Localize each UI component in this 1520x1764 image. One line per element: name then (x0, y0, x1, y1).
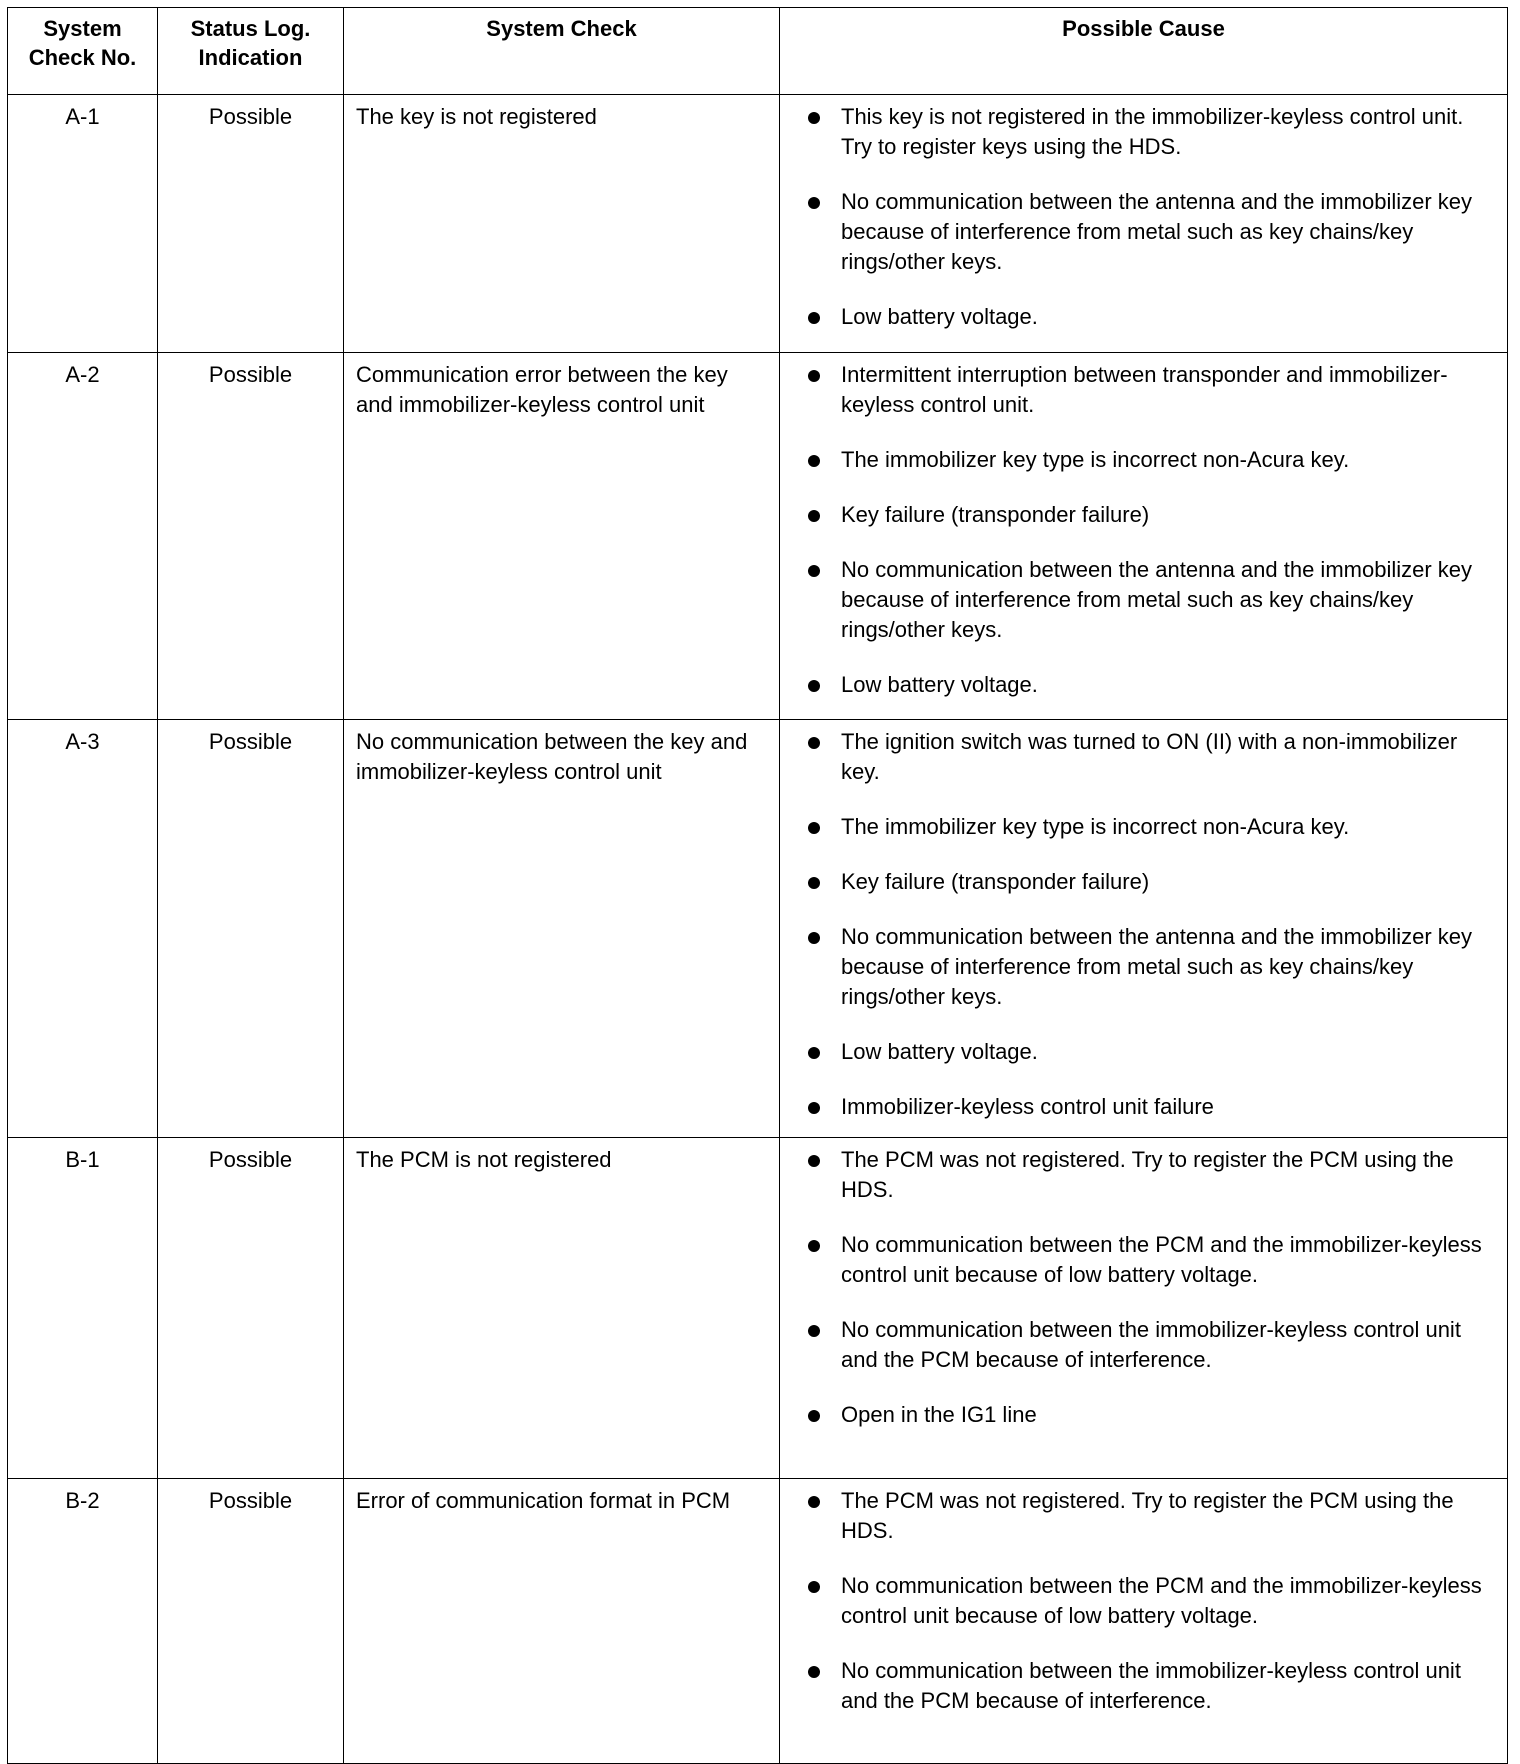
cause-item (808, 360, 1483, 420)
cause-item (808, 187, 1483, 277)
cause-text: This key is not registered in the immobilizer-keyless control unit. Try to register keys using the HDS. (841, 104, 1464, 159)
bullet-icon (808, 197, 820, 209)
cause-text: No communication between the PCM and the immobilizer-keyless control unit because of low battery voltage. (841, 1573, 1482, 1628)
bullet-icon (808, 1325, 820, 1337)
system-check-cell: The key is not registered (344, 95, 780, 353)
bullet-icon (808, 112, 820, 124)
header-system-check-no-line1: System (43, 16, 122, 41)
header-possible-cause: Possible Cause (780, 8, 1508, 95)
cause-text: The immobilizer key type is incorrect non-Acura key. (841, 447, 1350, 472)
header-system-check-no (8, 8, 158, 95)
possible-cause-cell (780, 95, 1508, 353)
possible-cause-cell (780, 720, 1508, 1138)
bullet-icon (808, 370, 820, 382)
bullet-icon (808, 1155, 820, 1167)
cause-list (808, 1486, 1483, 1716)
bullet-icon (808, 455, 820, 467)
cause-item (808, 555, 1483, 645)
cause-text: Low battery voltage. (841, 304, 1038, 329)
cause-list (808, 360, 1483, 700)
cause-text: Open in the IG1 line (841, 1402, 1037, 1427)
cause-item (808, 1230, 1483, 1290)
bullet-icon (808, 565, 820, 577)
header-status-log-line2: Indication (198, 45, 303, 70)
cause-item (808, 867, 1483, 897)
cause-item (808, 1315, 1483, 1375)
bullet-icon (808, 877, 820, 889)
cause-item (808, 102, 1483, 162)
check-no-cell: A-3 (8, 720, 158, 1138)
cause-item (808, 1092, 1483, 1122)
system-check-cell: No communication between the key and immobilizer-keyless control unit (344, 720, 780, 1138)
possible-cause-cell (780, 353, 1508, 720)
cause-item (808, 445, 1483, 475)
system-check-cell: Communication error between the key and immobilizer-keyless control unit (344, 353, 780, 720)
table-row (8, 1138, 1508, 1479)
check-no-cell: A-2 (8, 353, 158, 720)
bullet-icon (808, 1496, 820, 1508)
system-check-cell: The PCM is not registered (344, 1138, 780, 1479)
cause-list (808, 1145, 1483, 1430)
possible-cause-cell (780, 1138, 1508, 1479)
cause-text: Key failure (transponder failure) (841, 869, 1150, 894)
cause-text: Immobilizer-keyless control unit failure (841, 1094, 1214, 1119)
status-cell: Possible (158, 1138, 344, 1479)
bullet-icon (808, 1666, 820, 1678)
possible-cause-cell (780, 1479, 1508, 1764)
status-cell: Possible (158, 95, 344, 353)
header-status-log-indication (158, 8, 344, 95)
cause-text: The immobilizer key type is incorrect non-Acura key. (841, 814, 1350, 839)
bullet-icon (808, 1240, 820, 1252)
cause-text: The PCM was not registered. Try to register the PCM using the HDS. (841, 1147, 1454, 1202)
cause-item (808, 1571, 1483, 1631)
bullet-icon (808, 1102, 820, 1114)
check-no-cell: B-2 (8, 1479, 158, 1764)
bullet-icon (808, 932, 820, 944)
bullet-icon (808, 1410, 820, 1422)
cause-text: No communication between the immobilizer-keyless control unit and the PCM because of interference. (841, 1317, 1461, 1372)
cause-item (808, 1400, 1483, 1430)
header-system-check-no-line2: Check No. (28, 45, 137, 70)
cause-text: Intermittent interruption between transponder and immobilizer-keyless control unit. (841, 362, 1448, 417)
table-row (8, 1479, 1508, 1764)
status-cell: Possible (158, 720, 344, 1138)
bullet-icon (808, 312, 820, 324)
cause-text: No communication between the antenna and the immobilizer key because of interference from metal such as key chains/key rings/other keys. (841, 189, 1473, 274)
table-row (8, 720, 1508, 1138)
cause-list (808, 102, 1483, 332)
cause-item (808, 302, 1483, 332)
cause-text: Key failure (transponder failure) (841, 502, 1150, 527)
cause-text: Low battery voltage. (841, 672, 1038, 697)
check-no-cell: B-1 (8, 1138, 158, 1479)
bullet-icon (808, 737, 820, 749)
bullet-icon (808, 822, 820, 834)
cause-item (808, 922, 1483, 1012)
system-check-cell: Error of communication format in PCM (344, 1479, 780, 1764)
cause-text: No communication between the immobilizer-keyless control unit and the PCM because of interference. (841, 1658, 1461, 1713)
cause-text: The ignition switch was turned to ON (II) with a non-immobilizer key. (841, 729, 1458, 784)
table-header-row (8, 8, 1508, 95)
check-no-cell: A-1 (8, 95, 158, 353)
cause-text: The PCM was not registered. Try to register the PCM using the HDS. (841, 1488, 1454, 1543)
cause-item (808, 1656, 1483, 1716)
header-status-log-line1: Status Log. (190, 16, 311, 41)
header-system-check: System Check (344, 8, 780, 95)
cause-text: Low battery voltage. (841, 1039, 1038, 1064)
immobilizer-system-check-table (7, 7, 1508, 1764)
cause-list (808, 727, 1483, 1122)
status-cell: Possible (158, 353, 344, 720)
cause-text: No communication between the PCM and the immobilizer-keyless control unit because of low battery voltage. (841, 1232, 1482, 1287)
bullet-icon (808, 1581, 820, 1593)
table-row (8, 95, 1508, 353)
cause-item (808, 1145, 1483, 1205)
cause-item (808, 670, 1483, 700)
table-row (8, 353, 1508, 720)
cause-item (808, 500, 1483, 530)
status-cell: Possible (158, 1479, 344, 1764)
cause-text: No communication between the antenna and the immobilizer key because of interference from metal such as key chains/key rings/other keys. (841, 924, 1473, 1009)
bullet-icon (808, 680, 820, 692)
bullet-icon (808, 1047, 820, 1059)
cause-item (808, 812, 1483, 842)
cause-item (808, 727, 1483, 787)
cause-text: No communication between the antenna and the immobilizer key because of interference from metal such as key chains/key rings/other keys. (841, 557, 1473, 642)
cause-item (808, 1486, 1483, 1546)
bullet-icon (808, 510, 820, 522)
cause-item (808, 1037, 1483, 1067)
